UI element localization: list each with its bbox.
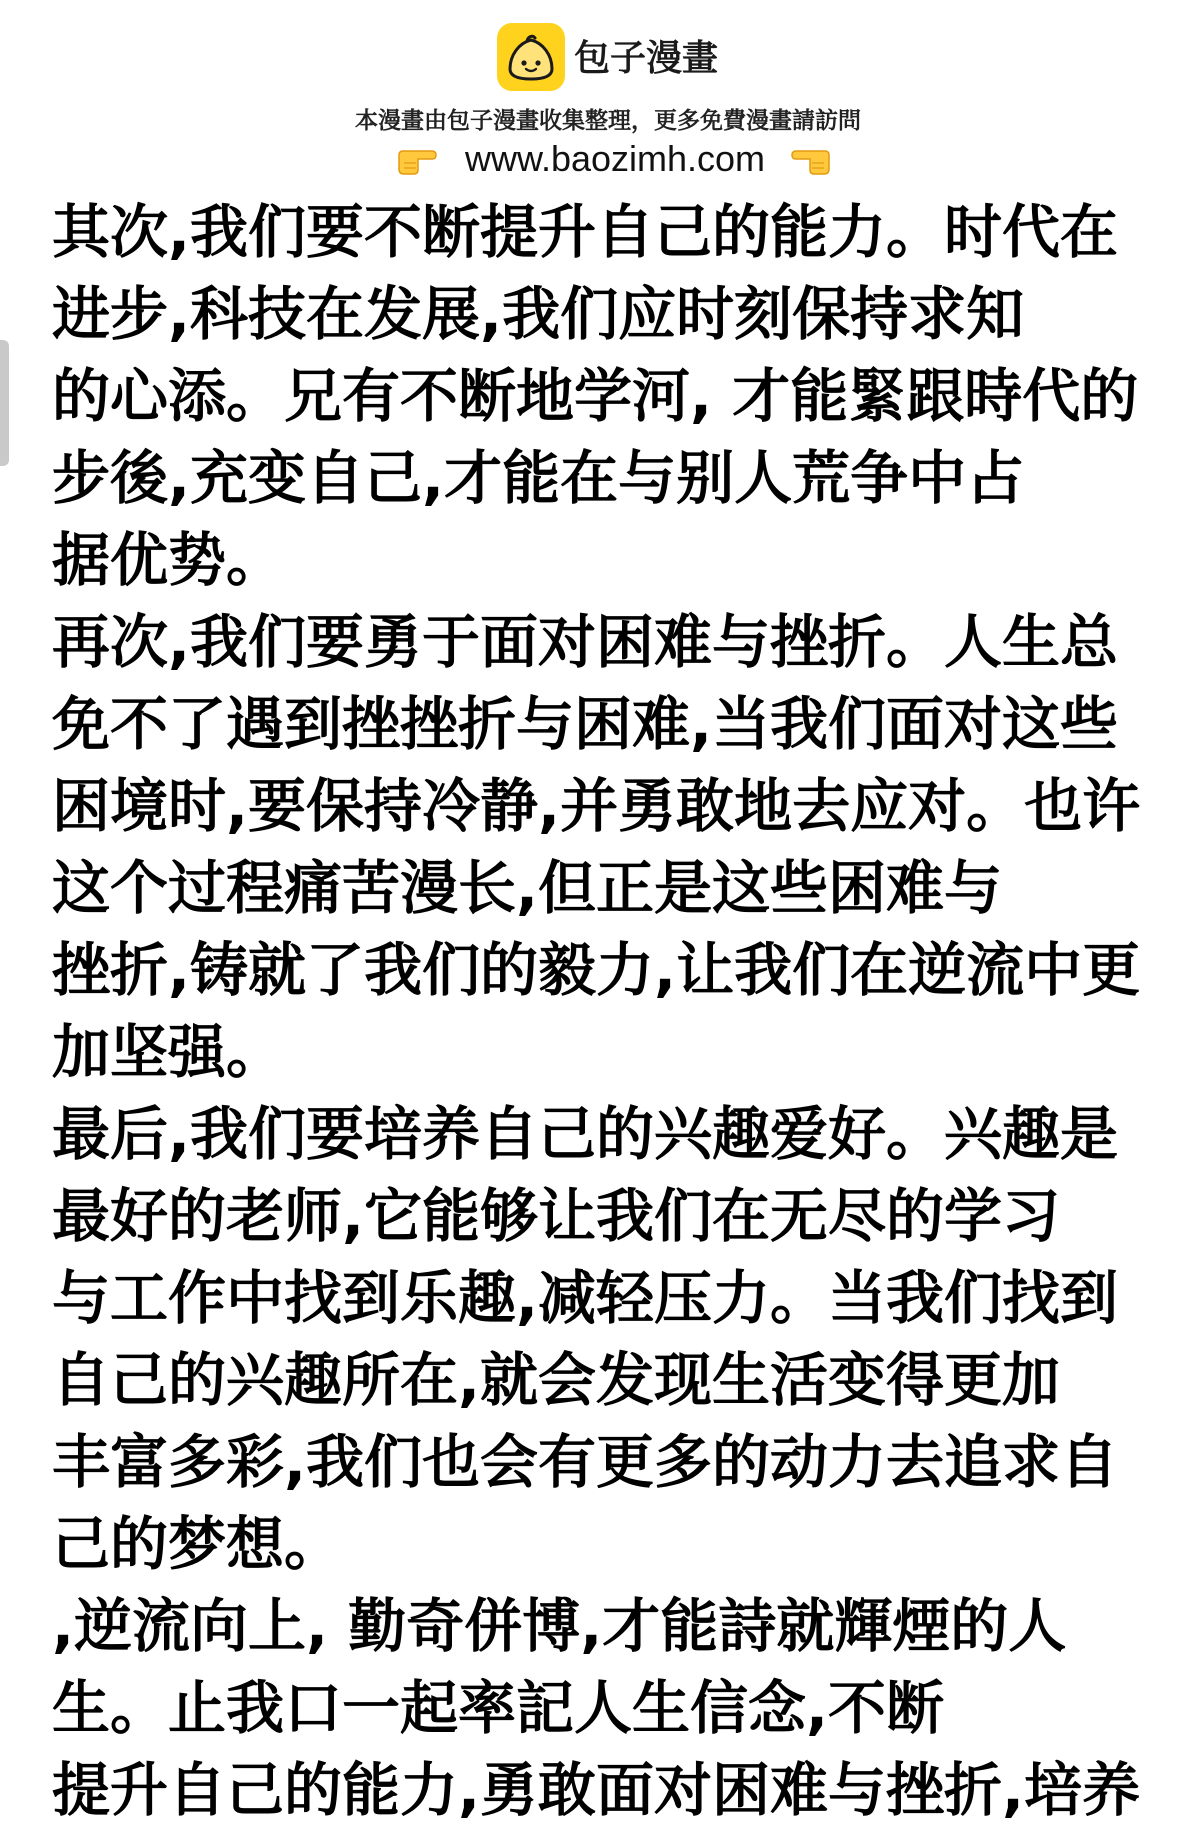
text-line: ,逆流向上, 勤奇併博,才能詩就輝煙的人 (52, 1592, 1067, 1660)
text-line: 步後,充变自己,才能在与别人荒争中占 (52, 444, 1025, 512)
text-line: 进步,科技在发展,我们应时刻保持求知 (52, 280, 1025, 348)
text-line: 据优势。 (52, 526, 285, 594)
baozi-bun-logo-icon (497, 23, 565, 91)
pointing-right-hand-icon (396, 145, 438, 175)
text-line: 最好的老师,它能够让我们在无尽的学习 (52, 1182, 1061, 1250)
pointing-left-hand-icon (790, 145, 832, 175)
paragraph (52, 1585, 1192, 1831)
source-notice: 本漫畫由包子漫畫收集整理，更多免費漫畫請訪問 (355, 108, 861, 134)
text-line: 丰富多彩,我们也会有更多的动力去追求自 (52, 1428, 1119, 1496)
edge-panel-handle[interactable] (0, 340, 9, 466)
text-line: 自己的兴趣所在,就会发现生活变得更加 (52, 1346, 1061, 1414)
text-line: 挫折,铸就了我们的毅力,让我们在逆流中更 (52, 936, 1141, 1004)
text-line: 与工作中找到乐趣,减轻压力。当我们找到 (52, 1264, 1119, 1332)
text-line: 己的梦想。 (52, 1510, 343, 1578)
paragraph (52, 191, 1192, 601)
text-line: 这个过程痛苦漫长,但正是这些困难与 (52, 854, 1003, 922)
paragraph (52, 601, 1192, 1093)
text-line: 加坚强。 (52, 1018, 285, 1086)
text-line: 其次,我们要不断提升自己的能力。时代在 (52, 198, 1119, 266)
text-line: 最后,我们要培养自己的兴趣爱好。兴趣是 (52, 1100, 1119, 1168)
text-line: 免不了遇到挫挫折与困难,当我们面对这些 (52, 690, 1119, 758)
text-line: 提升自己的能力,勇敢面对困难与挫折,培养 (52, 1756, 1141, 1824)
site-name: 包子漫畫 (574, 38, 719, 79)
text-line: 的心添。兄有不断地学河, 才能緊跟時代的 (52, 362, 1139, 430)
site-url: www.baozimh.com (464, 138, 766, 179)
text-line: 再次,我们要勇于面对困难与挫折。人生总 (52, 608, 1119, 676)
text-body (52, 191, 1192, 1831)
text-line: 生。止我口一起率記人生信念,不断 (52, 1674, 945, 1742)
paragraph (52, 1093, 1192, 1585)
text-line: 困境时,要保持冷静,并勇敢地去应对。也许 (52, 772, 1141, 840)
